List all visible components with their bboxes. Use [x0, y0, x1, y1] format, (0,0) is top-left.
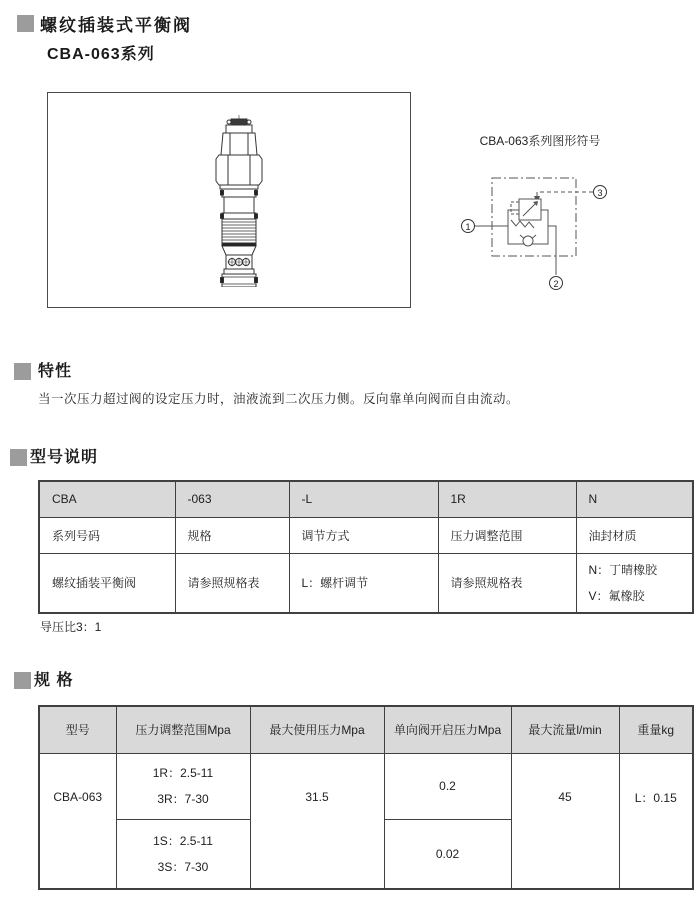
check-open-cell: 0.2 — [384, 753, 511, 819]
port-label-3: 3 — [593, 185, 607, 199]
valve-top-cap — [226, 119, 252, 133]
model-heading: 型号说明 — [30, 449, 99, 466]
page-title: 螺纹插装式平衡阀 — [40, 16, 192, 35]
page-subtitle: CBA-063系列 — [47, 46, 155, 63]
check-valve-ball — [523, 236, 533, 246]
table-row — [39, 553, 693, 613]
valve-mid-seal — [221, 213, 258, 219]
value-cell: 请参照规格表 — [175, 553, 289, 613]
features-text: 当一次压力超过阀的设定压力时，油液流到二次压力侧。反向靠单向阀而自由流动。 — [38, 392, 520, 406]
valve-holes — [226, 255, 252, 269]
valve-neck — [222, 246, 256, 255]
section-bullet — [14, 672, 31, 689]
column-header: 型号 — [39, 706, 116, 753]
table-row — [39, 753, 693, 819]
range-3s: 3S：7-30 — [157, 859, 209, 874]
section-bullet — [14, 363, 31, 380]
spec-table — [38, 705, 694, 890]
spec-heading: 规 格 — [34, 672, 74, 689]
max-flow-cell: 45 — [511, 753, 619, 889]
section-bullet — [17, 15, 34, 32]
seal-option-v: V：氟橡胶 — [588, 588, 645, 603]
label-cell: 压力调整范围 — [438, 517, 576, 553]
code-cell: -L — [289, 481, 438, 517]
range-1s: 1S：2.5-11 — [153, 833, 213, 848]
column-header: 最大流量l/min — [511, 706, 619, 753]
range-3r: 3R：7-30 — [157, 792, 209, 806]
weight-cell: L：0.15 — [619, 753, 693, 889]
model-cell: CBA-063 — [39, 753, 116, 889]
column-header: 重量kg — [619, 706, 693, 753]
table-row — [39, 517, 693, 553]
check-open-cell: 0.02 — [384, 819, 511, 889]
range-1r: 1R：2.5-11 — [152, 766, 214, 780]
port3-pilot-line — [537, 192, 593, 196]
features-heading: 特性 — [38, 363, 73, 380]
port-label-1: 1 — [461, 219, 475, 233]
port-label-2: 2 — [549, 276, 563, 290]
code-cell: CBA — [39, 481, 175, 517]
valve-upper-seal — [220, 185, 258, 197]
code-cell: N — [576, 481, 693, 517]
code-cell: 1R — [438, 481, 576, 517]
symbol-caption: CBA-063系列图形符号 — [479, 134, 601, 148]
label-cell: 系列号码 — [39, 517, 175, 553]
max-pressure-cell: 31.5 — [250, 753, 384, 889]
table-header-row — [39, 706, 693, 753]
value-cell: 请参照规格表 — [438, 553, 576, 613]
code-cell: -063 — [175, 481, 289, 517]
valve-nose — [221, 269, 258, 287]
valve-hex-nut — [216, 155, 262, 185]
pilot-ratio-note: 导压比3：1 — [40, 620, 102, 634]
value-cell: 螺纹插装平衡阀 — [39, 553, 175, 613]
port2-line — [548, 226, 556, 275]
table-row — [39, 481, 693, 517]
column-header: 压力调整范围Mpa — [116, 706, 250, 753]
label-cell: 油封材质 — [576, 517, 693, 553]
valve-thread-section — [222, 219, 256, 246]
section-bullet — [10, 449, 27, 466]
value-cell — [576, 553, 693, 613]
seal-option-n: N：丁晴橡胶 — [588, 562, 658, 577]
model-code-table — [38, 480, 694, 614]
value-cell: L：螺杆调节 — [289, 553, 438, 613]
pressure-range-s-cell — [116, 819, 250, 889]
column-header: 最大使用压力Mpa — [250, 706, 384, 753]
valve-drawing — [206, 115, 272, 287]
column-header: 单向阀开启压力Mpa — [384, 706, 511, 753]
pressure-range-r-cell — [116, 753, 250, 819]
valve-body — [224, 197, 254, 213]
valve-adjust-block — [221, 133, 257, 155]
label-cell: 调节方式 — [289, 517, 438, 553]
valve-figure-box — [47, 92, 411, 308]
label-cell: 规格 — [175, 517, 289, 553]
